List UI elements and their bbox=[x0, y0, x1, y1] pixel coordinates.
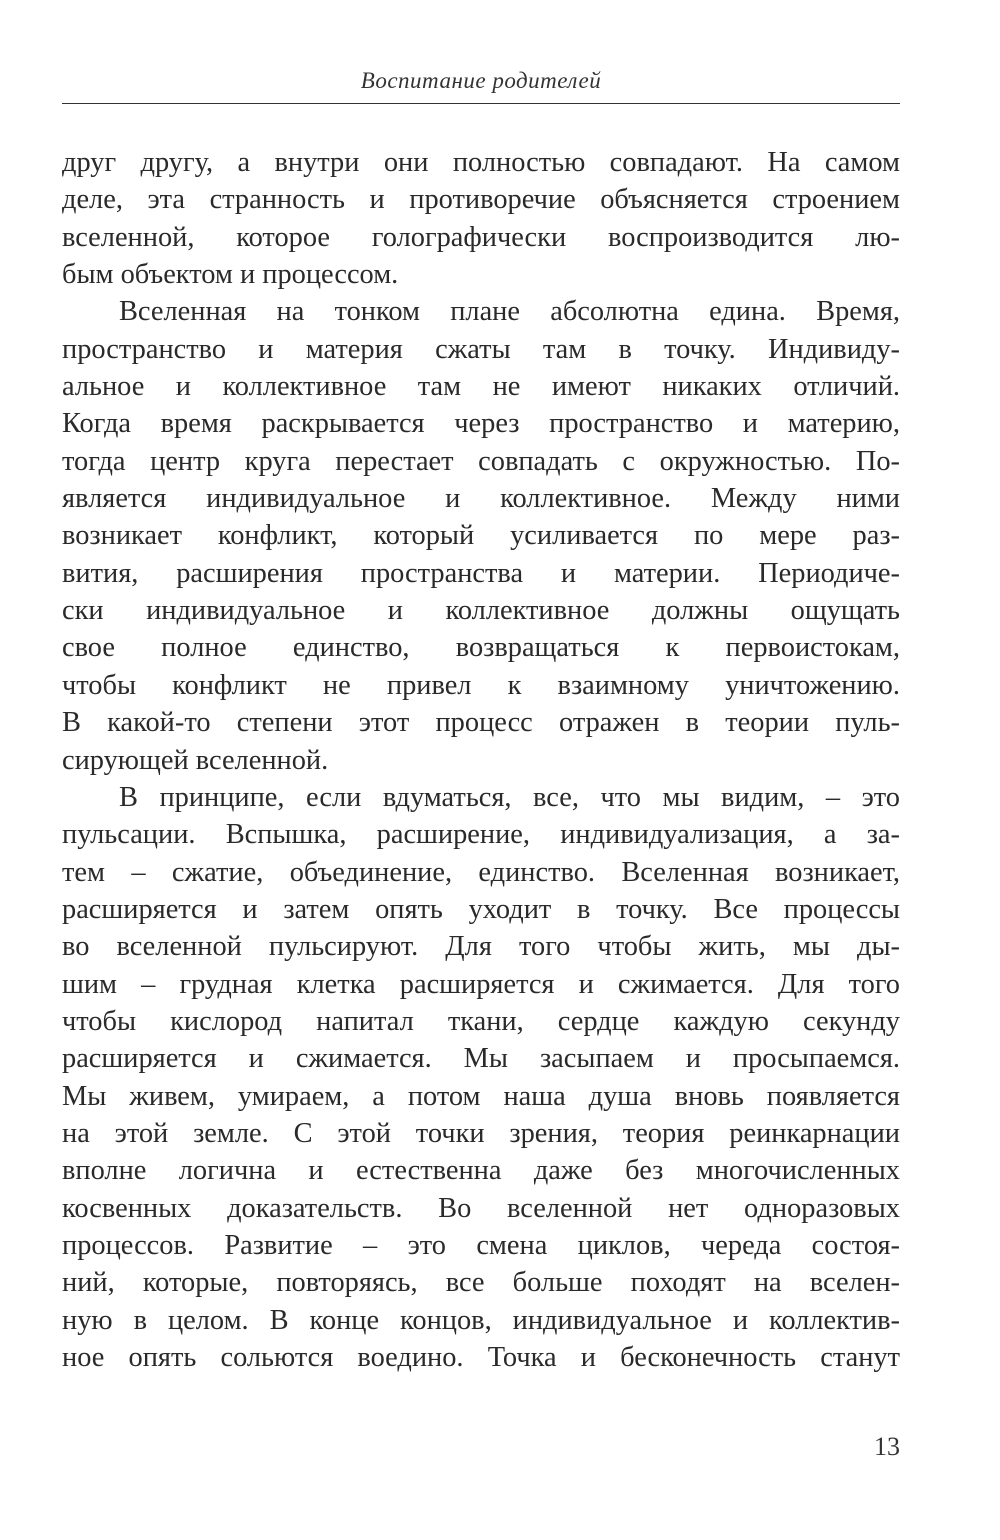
text-line: пространство и материя сжаты там в точку. Индивиду- bbox=[62, 333, 900, 365]
text-line: ний, которые, повторяясь, все больше походят на вселен- bbox=[62, 1267, 900, 1299]
page-number: 13 bbox=[874, 1432, 900, 1461]
body-text bbox=[62, 144, 900, 1376]
text-line: возникает конфликт, который усиливается по мере раз- bbox=[62, 520, 900, 552]
text-line: на этой земле. С этой точки зрения, теория реинкарнации bbox=[62, 1117, 900, 1149]
text-line: является индивидуальное и коллективное. Между ними bbox=[62, 483, 900, 515]
text-line: Когда время раскрывается через пространство и материю, bbox=[62, 408, 900, 440]
text-line: расширяется и сжимается. Мы засыпаем и просыпаемся. bbox=[62, 1043, 900, 1075]
text-line: ски индивидуальное и коллективное должны ощущать bbox=[62, 595, 900, 627]
text-line: деле, эта странность и противоречие объясняется строением bbox=[62, 184, 900, 216]
text-line: тогда центр круга перестает совпадать с окружностью. По- bbox=[62, 445, 900, 477]
text-line: В какой-то степени этот процесс отражен в теории пуль- bbox=[62, 707, 900, 739]
text-line: вития, расширения пространства и материи. Периодиче- bbox=[62, 557, 900, 589]
text-line: пульсации. Вспышка, расширение, индивидуализация, а за- bbox=[62, 819, 900, 851]
text-line: процессов. Развитие – это смена циклов, череда состоя- bbox=[62, 1229, 900, 1261]
running-title: Воспитание родителей bbox=[360, 68, 602, 93]
text-line: друг другу, а внутри они полностью совпадают. На самом bbox=[62, 147, 900, 178]
header-rule bbox=[62, 103, 900, 104]
text-line: альное и коллективное там не имеют никаких отличий. bbox=[62, 371, 900, 403]
text-line: косвенных доказательств. Во вселенной нет одноразовых bbox=[62, 1192, 900, 1224]
text-line: ное опять сольются воедино. Точка и бесконечность станут bbox=[62, 1342, 900, 1373]
text-line: чтобы конфликт не привел к взаимному уничтожению. bbox=[62, 669, 900, 701]
text-line: В принципе, если вдуматься, все, что мы видим, – это bbox=[119, 781, 900, 813]
text-line: Мы живем, умираем, а потом наша душа вновь появляется bbox=[62, 1080, 900, 1112]
text-line: сирующей вселенной. bbox=[62, 744, 329, 776]
text-line: свое полное единство, возвращаться к первоистокам, bbox=[62, 632, 900, 664]
text-line: Вселенная на тонком плане абсолютна едина. Время, bbox=[119, 296, 900, 328]
text-line: расширяется и затем опять уходит в точку. Все процессы bbox=[62, 893, 900, 925]
text-line: вполне логична и естественна даже без многочисленных bbox=[62, 1155, 900, 1187]
text-line: шим – грудная клетка расширяется и сжимается. Для того bbox=[62, 968, 900, 1000]
text-line: тем – сжатие, объединение, единство. Вселенная возникает, bbox=[62, 856, 900, 888]
text-line: во вселенной пульсируют. Для того чтобы жить, мы ды- bbox=[62, 931, 900, 963]
text-line: чтобы кислород напитал ткани, сердце каждую секунду bbox=[62, 1005, 900, 1037]
text-line: бым объектом и процессом. bbox=[62, 259, 399, 291]
text-line: вселенной, которое голографически воспроизводится лю- bbox=[62, 221, 900, 253]
text-line: ную в целом. В конце концов, индивидуальное и коллектив- bbox=[62, 1304, 900, 1336]
